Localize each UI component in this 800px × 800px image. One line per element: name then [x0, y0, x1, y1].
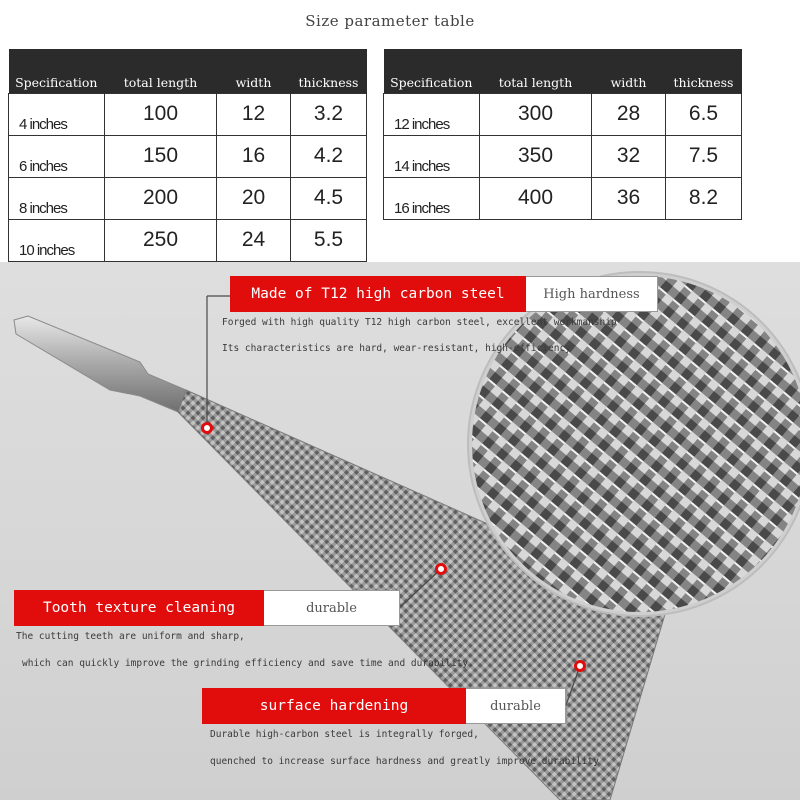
cell-length: 200 [105, 177, 217, 219]
header-thickness: thickness [291, 49, 367, 93]
feature-tag: durable [466, 688, 566, 724]
feature-desc-line: Forged with high quality T12 high carbon steel, excellent workmanship [222, 317, 617, 328]
cell-width: 28 [592, 93, 666, 135]
feature-desc-line: The cutting teeth are uniform and sharp, [16, 631, 245, 642]
cell-thickness: 3.2 [291, 93, 367, 135]
cell-length: 150 [105, 135, 217, 177]
feature-desc-line: Durable high-carbon steel is integrally forged, [210, 729, 479, 740]
cell-length: 100 [105, 93, 217, 135]
cell-length: 350 [480, 135, 592, 177]
table-row [384, 93, 742, 135]
cell-length: 400 [480, 177, 592, 219]
product-photo-area [0, 262, 800, 800]
header-thickness: thickness [666, 49, 742, 93]
header-width: width [592, 49, 666, 93]
cell-thickness: 8.2 [666, 177, 742, 219]
header-specification: Specification [9, 49, 105, 93]
cell-thickness: 5.5 [291, 219, 367, 261]
feature-desc-line: which can quickly improve the grinding efficiency and save time and durability. [22, 658, 474, 669]
cell-length: 250 [105, 219, 217, 261]
cell-size: 10 inches [9, 219, 105, 261]
table-row [9, 219, 367, 261]
table-row [384, 177, 742, 219]
table-row [9, 135, 367, 177]
cell-width: 20 [217, 177, 291, 219]
table-header-row [384, 49, 742, 93]
cell-thickness: 4.2 [291, 135, 367, 177]
cell-size: 14 inches [384, 135, 480, 177]
file-tang [14, 316, 186, 412]
cell-length: 300 [480, 93, 592, 135]
size-table-left [8, 49, 367, 262]
table-row [9, 93, 367, 135]
size-table-right [383, 49, 742, 220]
table-header-row [9, 49, 367, 93]
cell-width: 24 [217, 219, 291, 261]
cell-thickness: 6.5 [666, 93, 742, 135]
table-row [9, 177, 367, 219]
feature-desc-line: Its characteristics are hard, wear-resistant, high-efficiency [222, 343, 571, 354]
feature-tag: High hardness [526, 276, 658, 312]
header-specification: Specification [384, 49, 480, 93]
feature-title: surface hardening [202, 688, 466, 724]
header-total-length: total length [480, 49, 592, 93]
callout-dot [574, 660, 586, 672]
cell-size: 12 inches [384, 93, 480, 135]
feature-desc-line: quenched to increase surface hardness and greatly improve durability [210, 756, 599, 767]
callout-dot [201, 422, 213, 434]
feature-label-steel [230, 276, 658, 312]
cell-size: 6 inches [9, 135, 105, 177]
feature-label-teeth [14, 590, 400, 626]
cell-width: 32 [592, 135, 666, 177]
cell-width: 16 [217, 135, 291, 177]
callout-dot [435, 563, 447, 575]
feature-tag: durable [264, 590, 400, 626]
cell-width: 12 [217, 93, 291, 135]
feature-title: Made of T12 high carbon steel [230, 276, 526, 312]
cell-thickness: 4.5 [291, 177, 367, 219]
table-row [384, 135, 742, 177]
feature-label-hardening [202, 688, 566, 724]
table-title: Size parameter table [305, 12, 475, 30]
cell-size: 16 inches [384, 177, 480, 219]
cell-size: 8 inches [9, 177, 105, 219]
cell-thickness: 7.5 [666, 135, 742, 177]
header-total-length: total length [105, 49, 217, 93]
feature-title: Tooth texture cleaning [14, 590, 264, 626]
cell-width: 36 [592, 177, 666, 219]
header-width: width [217, 49, 291, 93]
cell-size: 4 inches [9, 93, 105, 135]
